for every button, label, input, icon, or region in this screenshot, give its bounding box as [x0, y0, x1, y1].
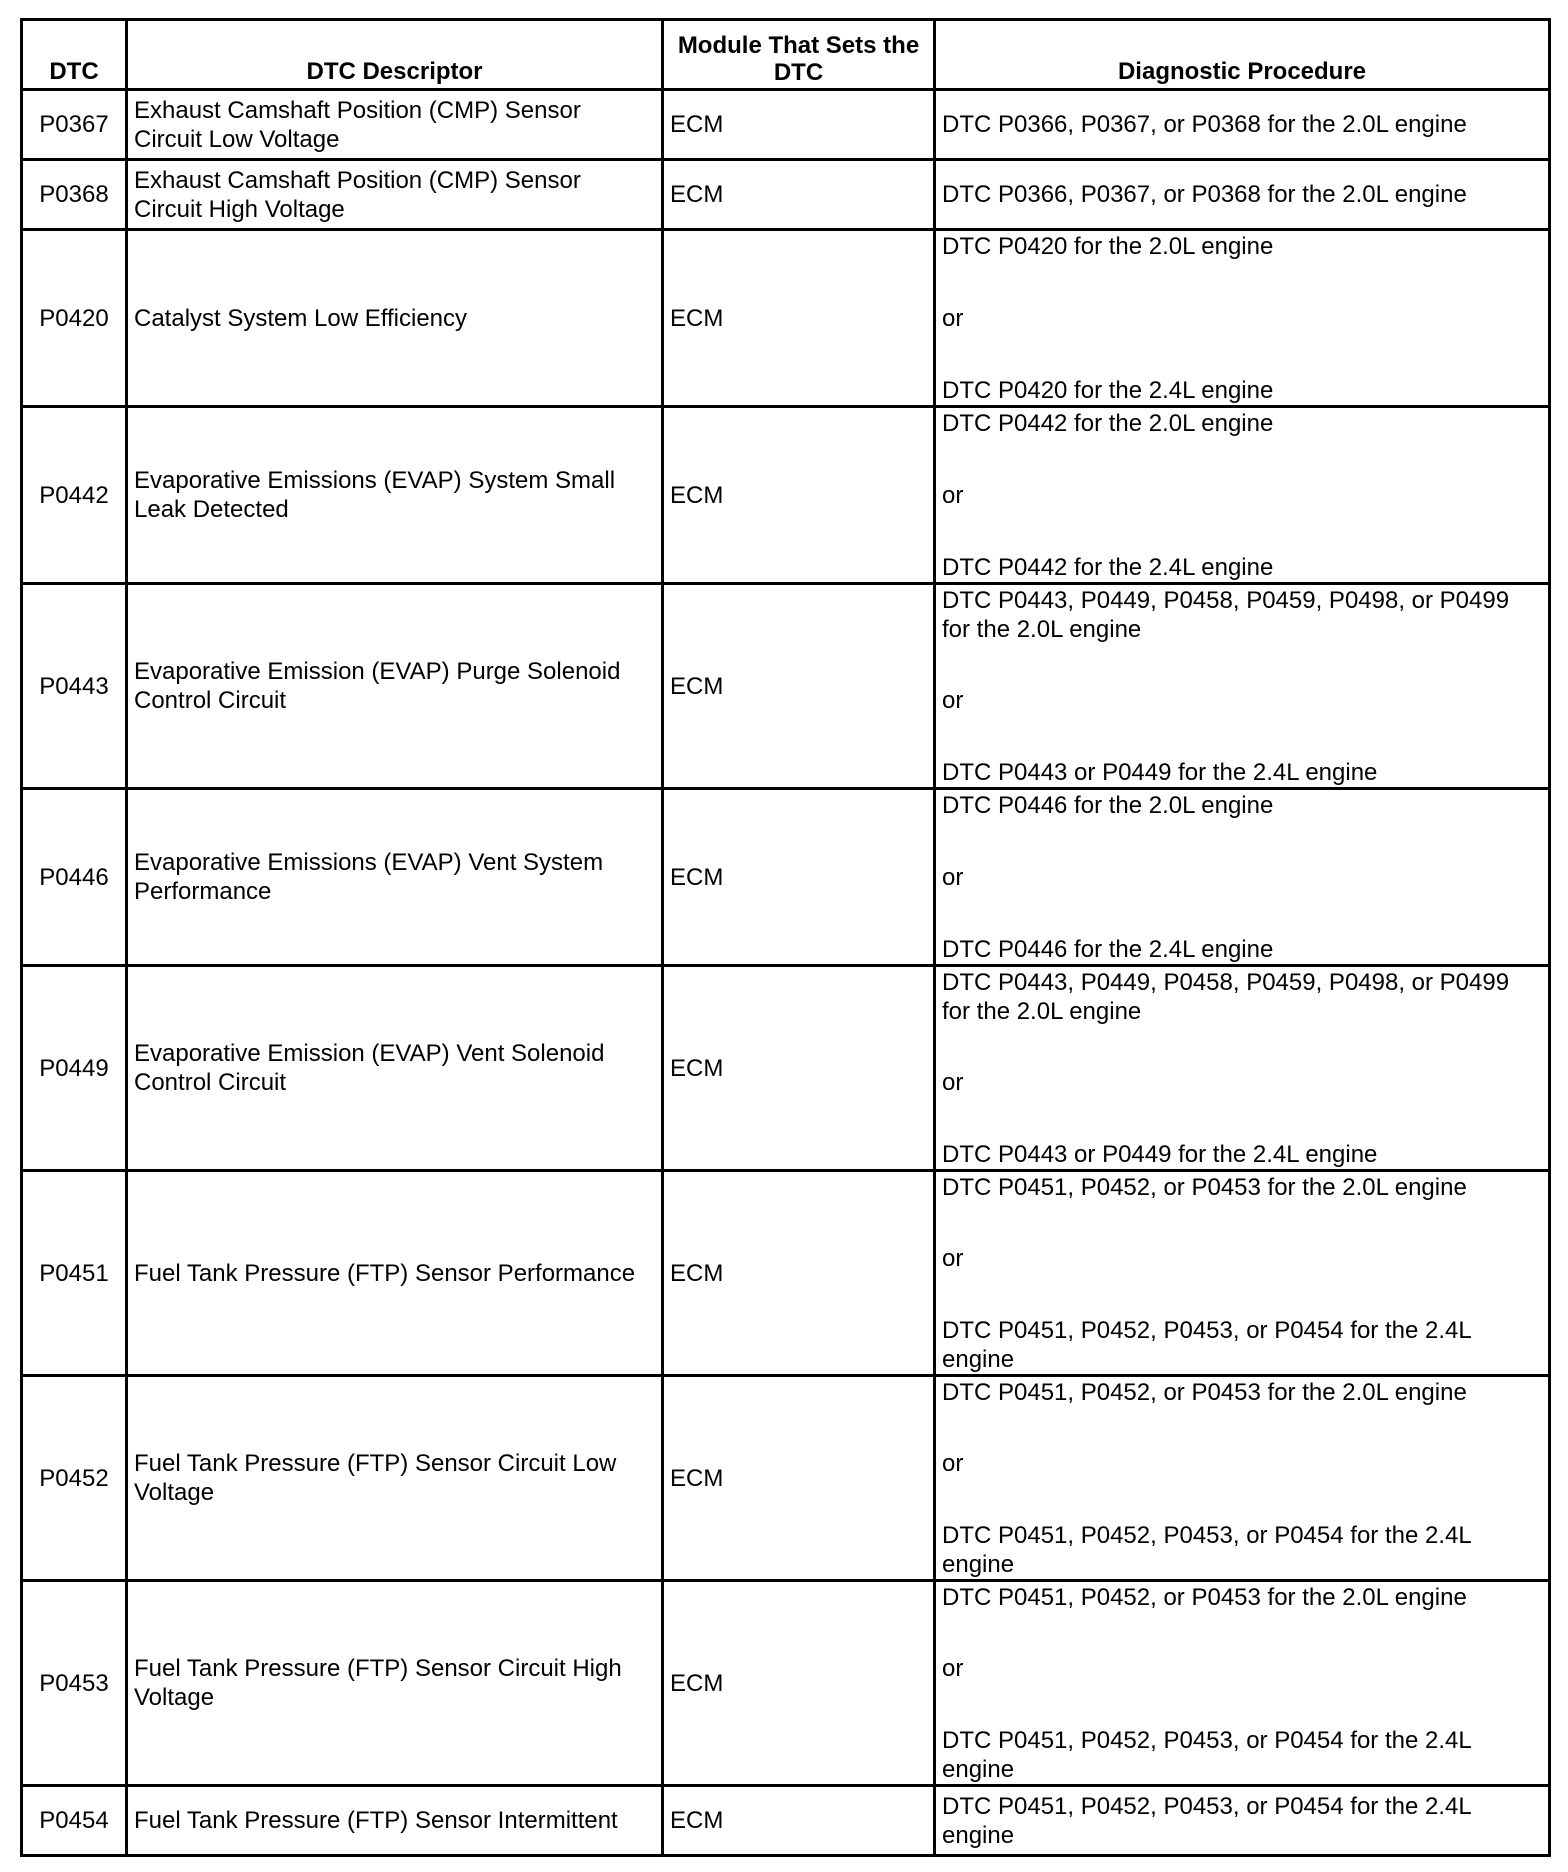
procedure-line: DTC P0420 for the 2.4L engine: [942, 376, 1274, 404]
header-module: Module That Sets the DTC: [663, 20, 935, 90]
dtc-code: P0453: [22, 1581, 127, 1786]
dtc-code: P0367: [22, 90, 127, 160]
procedure-line: DTC P0446 for the 2.0L engine: [942, 791, 1274, 819]
diagnostic-procedure: [935, 1171, 1550, 1376]
dtc-descriptor: Fuel Tank Pressure (FTP) Sensor Circuit Low Voltage: [127, 1376, 663, 1581]
dtc-descriptor: Catalyst System Low Efficiency: [127, 230, 663, 407]
procedure-or: or: [942, 1069, 964, 1096]
dtc-descriptor: Evaporative Emission (EVAP) Vent Solenoid Control Circuit: [127, 966, 663, 1171]
procedure-lines: [942, 791, 1542, 964]
procedure-line: DTC P0442 for the 2.0L engine: [942, 409, 1274, 437]
procedure-line: DTC P0443 or P0449 for the 2.4L engine: [942, 758, 1378, 786]
table-row: [22, 90, 1550, 160]
table-row: [22, 584, 1550, 789]
module-name: ECM: [663, 90, 935, 160]
procedure-line: DTC P0451, P0452, P0453, or P0454 for the 2.4L engine: [942, 1792, 1471, 1849]
module-name: ECM: [663, 1171, 935, 1376]
dtc-descriptor: Exhaust Camshaft Position (CMP) Sensor Circuit Low Voltage: [127, 90, 663, 160]
procedure-line: DTC P0443 or P0449 for the 2.4L engine: [942, 1140, 1378, 1168]
procedure-lines: [942, 232, 1542, 405]
table-body: [22, 90, 1550, 1856]
dtc-code: P0454: [22, 1786, 127, 1856]
procedure-line: DTC P0442 for the 2.4L engine: [942, 553, 1274, 581]
dtc-descriptor: Evaporative Emissions (EVAP) System Small Leak Detected: [127, 407, 663, 584]
module-name: ECM: [663, 160, 935, 230]
module-name: ECM: [663, 407, 935, 584]
table-row: [22, 966, 1550, 1171]
procedure-or: or: [942, 304, 964, 332]
table-row: [22, 407, 1550, 584]
module-name: ECM: [663, 966, 935, 1171]
dtc-code: P0420: [22, 230, 127, 407]
dtc-descriptor: Evaporative Emissions (EVAP) Vent System Performance: [127, 789, 663, 966]
dtc-code: P0368: [22, 160, 127, 230]
module-name: ECM: [663, 1581, 935, 1786]
module-name: ECM: [663, 789, 935, 966]
header-row: [22, 20, 1550, 90]
procedure-line: DTC P0446 for the 2.4L engine: [942, 935, 1274, 963]
dtc-code: P0449: [22, 966, 127, 1171]
procedure-line: DTC P0366, P0367, or P0368 for the 2.0L engine: [942, 181, 1467, 208]
diagnostic-procedure: [935, 160, 1550, 230]
header-dtc: DTC: [22, 20, 127, 90]
procedure-line: DTC P0443, P0449, P0458, P0459, P0498, or P0499 for the 2.0L engine: [942, 586, 1510, 643]
procedure-line: DTC P0451, P0452, or P0453 for the 2.0L engine: [942, 1583, 1467, 1611]
diagnostic-procedure: [935, 789, 1550, 966]
diagnostic-procedure: [935, 1581, 1550, 1786]
procedure-line: DTC P0366, P0367, or P0368 for the 2.0L engine: [942, 111, 1467, 138]
procedure-or: or: [942, 1450, 964, 1477]
diagnostic-procedure: [935, 966, 1550, 1171]
procedure-or: or: [942, 1655, 964, 1682]
procedure-lines: [942, 1378, 1542, 1579]
procedure-lines: [942, 409, 1542, 582]
diagnostic-procedure: [935, 90, 1550, 160]
dtc-descriptor: Fuel Tank Pressure (FTP) Sensor Intermittent: [127, 1786, 663, 1856]
procedure-lines: [942, 1583, 1542, 1784]
dtc-code: P0442: [22, 407, 127, 584]
procedure-line: DTC P0451, P0452, P0453, or P0454 for the 2.4L engine: [942, 1521, 1471, 1578]
dtc-code: P0452: [22, 1376, 127, 1581]
procedure-or: or: [942, 687, 964, 714]
procedure-or: or: [942, 1245, 964, 1272]
table-row: [22, 1376, 1550, 1581]
dtc-descriptor: Fuel Tank Pressure (FTP) Sensor Circuit High Voltage: [127, 1581, 663, 1786]
diagnostic-procedure: [935, 230, 1550, 407]
procedure-lines: [942, 586, 1542, 787]
dtc-code: P0446: [22, 789, 127, 966]
procedure-line: DTC P0420 for the 2.0L engine: [942, 232, 1274, 260]
procedure-lines: [942, 1173, 1542, 1374]
table-row: [22, 789, 1550, 966]
table-row: [22, 1581, 1550, 1786]
module-name: ECM: [663, 1786, 935, 1856]
procedure-line: DTC P0451, P0452, or P0453 for the 2.0L engine: [942, 1173, 1467, 1201]
diagnostic-procedure: [935, 1376, 1550, 1581]
header-procedure: Diagnostic Procedure: [935, 20, 1550, 90]
diagnostic-procedure: [935, 1786, 1550, 1856]
module-name: ECM: [663, 1376, 935, 1581]
dtc-descriptor: Exhaust Camshaft Position (CMP) Sensor Circuit High Voltage: [127, 160, 663, 230]
module-name: ECM: [663, 230, 935, 407]
procedure-lines: [942, 968, 1542, 1169]
procedure-line: DTC P0451, P0452, P0453, or P0454 for the 2.4L engine: [942, 1316, 1471, 1373]
procedure-line: DTC P0443, P0449, P0458, P0459, P0498, or P0499 for the 2.0L engine: [942, 968, 1510, 1025]
table-row: [22, 1786, 1550, 1856]
dtc-code: P0451: [22, 1171, 127, 1376]
procedure-line: DTC P0451, P0452, P0453, or P0454 for the 2.4L engine: [942, 1726, 1471, 1783]
procedure-line: DTC P0451, P0452, or P0453 for the 2.0L engine: [942, 1378, 1467, 1406]
table-row: [22, 160, 1550, 230]
procedure-or: or: [942, 481, 964, 509]
table-row: [22, 1171, 1550, 1376]
dtc-descriptor: Evaporative Emission (EVAP) Purge Solenoid Control Circuit: [127, 584, 663, 789]
diagnostic-procedure: [935, 407, 1550, 584]
diagnostic-procedure: [935, 584, 1550, 789]
table-row: [22, 230, 1550, 407]
header-descriptor: DTC Descriptor: [127, 20, 663, 90]
dtc-descriptor: Fuel Tank Pressure (FTP) Sensor Performance: [127, 1171, 663, 1376]
procedure-or: or: [942, 863, 964, 891]
dtc-code: P0443: [22, 584, 127, 789]
module-name: ECM: [663, 584, 935, 789]
dtc-table: [20, 18, 1551, 1857]
